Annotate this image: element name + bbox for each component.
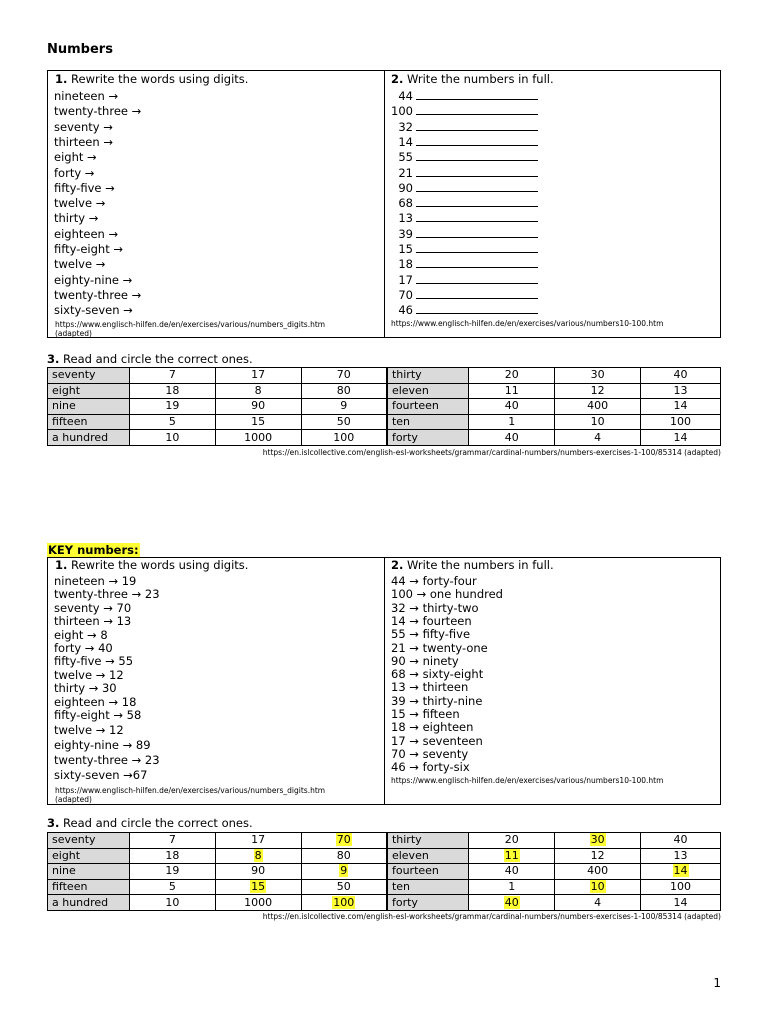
option-value: 40 — [504, 864, 519, 878]
table-cell-word: seventy — [48, 368, 130, 384]
list-item: eighteen → 18 — [54, 694, 137, 709]
list-item-number: 17 — [398, 272, 413, 287]
list-item: thirteen → 13 — [54, 614, 132, 629]
key-title: KEY numbers: — [48, 543, 139, 557]
table-row — [48, 879, 721, 895]
list-item: forty → — [54, 165, 95, 180]
table-cell-word: seventy — [48, 833, 130, 849]
table-cell-word: nine — [48, 864, 130, 880]
section1-source: https://www.englisch-hilfen.de/en/exercises/various/numbers_digits.htm (adapted) — [55, 320, 326, 338]
option-value: 19 — [165, 864, 180, 878]
table-cell-option — [555, 864, 641, 880]
option-value: 14 — [673, 864, 688, 878]
list-item: twelve → — [54, 257, 106, 272]
table-row — [48, 368, 721, 384]
option-value: 90 — [251, 864, 266, 878]
option-value: 9 — [340, 399, 348, 413]
option-value: 40 — [504, 399, 519, 413]
table-cell-option — [641, 864, 721, 880]
table-cell-option — [469, 864, 555, 880]
list-item: thirteen → — [54, 134, 113, 149]
table-cell-option — [555, 399, 641, 415]
page-number: 1 — [713, 976, 721, 990]
table-cell-word: nine — [48, 399, 130, 415]
option-value: 9 — [340, 864, 348, 878]
table-row — [48, 399, 721, 415]
table-row — [48, 895, 721, 911]
table-cell-option — [469, 833, 555, 849]
option-value: 14 — [673, 895, 688, 909]
table-cell-option — [469, 399, 555, 415]
page-title: Numbers — [47, 42, 113, 57]
list-item: 39 → thirty-nine — [391, 693, 483, 708]
list-item: 17 → seventeen — [391, 733, 483, 748]
answer-blank — [416, 89, 538, 100]
table-cell-option — [641, 879, 721, 895]
key-section1-heading: 1. Rewrite the words using digits. — [55, 558, 249, 572]
key-section3-table — [47, 832, 721, 911]
table-cell-option — [641, 895, 721, 911]
option-value: 10 — [590, 415, 605, 429]
option-value: 4 — [594, 895, 602, 909]
option-value: 10 — [165, 430, 180, 444]
answer-blank — [416, 303, 538, 314]
option-value: 17 — [251, 368, 266, 382]
option-value: 90 — [251, 399, 266, 413]
table-cell-option — [555, 368, 641, 384]
table-cell-option — [215, 864, 301, 880]
table-cell-option — [301, 414, 387, 430]
table-cell-option — [469, 879, 555, 895]
table-cell-option — [301, 879, 387, 895]
option-value: 4 — [594, 430, 602, 444]
answer-blank — [416, 227, 538, 238]
section1-heading: 1. Rewrite the words using digits. — [55, 72, 249, 86]
table-cell-word: forty — [387, 430, 469, 446]
option-value: 40 — [673, 833, 688, 847]
table-cell-option — [129, 430, 215, 446]
table-cell-option — [641, 848, 721, 864]
answer-blank — [416, 120, 538, 131]
table-cell-word: eleven — [387, 383, 469, 399]
list-item: 15 → fifteen — [391, 707, 460, 721]
option-value: 13 — [673, 848, 688, 862]
list-item: thirty → — [54, 211, 99, 226]
option-value: 400 — [587, 864, 609, 878]
key-section2-heading: 2. Write the numbers in full. — [391, 558, 554, 572]
list-item-number: 55 — [398, 150, 413, 165]
table-row — [48, 430, 721, 446]
list-item: twelve → 12 — [54, 667, 124, 682]
table-cell-word: ten — [387, 879, 469, 895]
list-item-number: 18 — [398, 257, 413, 272]
list-item: 55 → fifty-five — [391, 627, 471, 642]
list-item — [391, 303, 538, 317]
option-value: 5 — [168, 415, 176, 429]
list-item-number: 100 — [391, 104, 413, 119]
table-cell-option — [215, 399, 301, 415]
table-cell-word: eleven — [387, 848, 469, 864]
list-item: 18 → eighteen — [391, 720, 474, 735]
list-item-number: 90 — [398, 180, 413, 195]
table-cell-option — [129, 368, 215, 384]
section2-source: https://www.englisch-hilfen.de/en/exercises/various/numbers10-100.htm — [391, 319, 664, 328]
option-value: 70 — [336, 833, 351, 847]
list-item — [391, 288, 538, 302]
option-value: 12 — [590, 848, 605, 862]
list-item-number: 32 — [398, 119, 413, 134]
table-cell-option — [301, 848, 387, 864]
option-value: 11 — [504, 383, 519, 397]
table-cell-option — [469, 383, 555, 399]
list-item-number: 46 — [398, 303, 413, 318]
option-value: 1 — [508, 415, 516, 429]
answer-blank — [416, 104, 538, 115]
list-item-number: 15 — [398, 242, 413, 256]
answer-blank — [416, 135, 538, 146]
answer-blank — [416, 273, 538, 284]
list-item: seventy → 70 — [54, 600, 132, 615]
list-item: eighty-nine → 89 — [54, 738, 151, 752]
list-item — [391, 227, 538, 241]
table-row — [48, 414, 721, 430]
list-item: 14 → fourteen — [391, 613, 472, 628]
option-value: 80 — [336, 383, 351, 397]
table-cell-word: thirty — [387, 368, 469, 384]
list-item-number: 21 — [398, 165, 413, 180]
table-row — [48, 848, 721, 864]
list-item: 90 → ninety — [391, 653, 459, 668]
table-cell-option — [555, 833, 641, 849]
answer-blank — [416, 196, 538, 207]
table-cell-option — [301, 368, 387, 384]
table-cell-option — [129, 833, 215, 849]
option-value: 17 — [251, 833, 266, 847]
option-value: 19 — [165, 399, 180, 413]
table-cell-option — [469, 414, 555, 430]
key-box — [47, 557, 721, 805]
list-item: sixty-seven →67 — [54, 768, 148, 782]
option-value: 20 — [504, 368, 519, 382]
list-item: sixty-seven → — [54, 303, 133, 318]
table-cell-word: fourteen — [387, 864, 469, 880]
table-cell-word: ten — [387, 414, 469, 430]
table-cell-option — [301, 383, 387, 399]
option-value: 12 — [590, 383, 605, 397]
table-cell-option — [641, 430, 721, 446]
option-value: 8 — [254, 383, 262, 397]
table-cell-option — [641, 368, 721, 384]
key-section3-source: https://en.islcollective.com/english-esl-worksheets/grammar/cardinal-numbers/numbers-exercises-1-100/85314 (adapted) — [262, 912, 721, 921]
table-cell-option — [469, 430, 555, 446]
section3-heading: 3. Read and circle the correct ones. — [47, 352, 253, 366]
table-cell-option — [215, 848, 301, 864]
table-cell-word: a hundred — [48, 895, 130, 911]
list-item: 100 → one hundred — [391, 587, 503, 602]
table-cell-option — [641, 833, 721, 849]
table-row — [48, 864, 721, 880]
table-cell-option — [129, 895, 215, 911]
option-value: 13 — [673, 383, 688, 397]
list-item: fifty-five → 55 — [54, 654, 134, 669]
list-item: 21 → twenty-one — [391, 640, 488, 655]
table-cell-option — [129, 864, 215, 880]
list-item: 32 → thirty-two — [391, 600, 479, 615]
table-cell-word: eight — [48, 383, 130, 399]
option-value: 100 — [333, 430, 355, 444]
table-cell-option — [215, 430, 301, 446]
table-cell-option — [469, 368, 555, 384]
option-value: 30 — [590, 368, 605, 382]
list-item — [391, 211, 538, 225]
list-item — [391, 150, 538, 164]
list-item — [391, 196, 538, 210]
table-cell-word: fifteen — [48, 414, 130, 430]
table-cell-word: forty — [387, 895, 469, 911]
table-cell-option — [129, 399, 215, 415]
table-cell-option — [215, 414, 301, 430]
option-value: 11 — [504, 848, 519, 862]
answer-blank — [416, 288, 538, 299]
option-value: 50 — [336, 880, 351, 894]
list-item: eighteen → — [54, 226, 119, 241]
option-value: 10 — [590, 880, 605, 894]
list-item-number: 13 — [398, 211, 413, 226]
list-item — [391, 166, 538, 180]
answer-blank — [416, 166, 538, 177]
list-item — [391, 135, 538, 149]
list-item: twelve → — [54, 196, 106, 211]
option-value: 1 — [508, 880, 516, 894]
option-value: 7 — [168, 368, 176, 382]
option-value: 50 — [336, 415, 351, 429]
key-section1-source: https://www.englisch-hilfen.de/en/exercises/various/numbers_digits.htm (adapted) — [55, 786, 326, 804]
list-item: 13 → thirteen — [391, 680, 469, 695]
list-item: nineteen → — [54, 89, 119, 103]
list-item: fifty-five → — [54, 180, 115, 195]
table-cell-option — [641, 414, 721, 430]
option-value: 100 — [333, 895, 355, 909]
option-value: 18 — [165, 848, 180, 862]
answer-blank — [416, 150, 538, 161]
list-item — [391, 242, 538, 256]
answer-blank — [416, 211, 538, 222]
table-cell-option — [129, 383, 215, 399]
table-cell-option — [555, 430, 641, 446]
exercise-box-top — [47, 70, 721, 338]
table-cell-word: a hundred — [48, 430, 130, 446]
table-cell-option — [301, 864, 387, 880]
list-item: twenty-three → — [54, 104, 142, 119]
list-item: twelve → 12 — [54, 723, 124, 737]
list-item — [391, 257, 538, 271]
section3-table — [47, 367, 721, 446]
list-item: eight → 8 — [54, 627, 108, 642]
table-cell-option — [215, 879, 301, 895]
list-item: 70 → seventy — [391, 746, 469, 761]
table-cell-option — [215, 895, 301, 911]
option-value: 18 — [165, 383, 180, 397]
list-item: fifty-eight → 58 — [54, 708, 142, 722]
table-cell-word: thirty — [387, 833, 469, 849]
option-value: 30 — [590, 833, 605, 847]
table-row — [48, 383, 721, 399]
list-item — [391, 120, 538, 134]
table-cell-option — [469, 895, 555, 911]
list-item-number: 68 — [398, 196, 413, 211]
option-value: 10 — [165, 895, 180, 909]
key-section2-source: https://www.englisch-hilfen.de/en/exercises/various/numbers10-100.htm — [391, 776, 664, 785]
table-cell-option — [301, 895, 387, 911]
list-item: twenty-three → — [54, 287, 142, 302]
table-cell-option — [129, 879, 215, 895]
list-item: twenty-three → 23 — [54, 587, 160, 602]
list-item: 46 → forty-six — [391, 760, 470, 775]
table-cell-option — [555, 383, 641, 399]
table-cell-option — [641, 399, 721, 415]
key-section3-heading: 3. Read and circle the correct ones. — [47, 816, 253, 830]
list-item — [391, 181, 538, 195]
option-value: 1000 — [244, 430, 273, 444]
list-item: 68 → sixty-eight — [391, 667, 484, 682]
list-item: seventy → — [54, 119, 113, 134]
answer-blank — [416, 242, 538, 253]
list-item-number: 39 — [398, 226, 413, 241]
option-value: 14 — [673, 399, 688, 413]
table-cell-option — [555, 879, 641, 895]
option-value: 20 — [504, 833, 519, 847]
list-item-number: 70 — [398, 287, 413, 302]
option-value: 80 — [336, 848, 351, 862]
table-cell-option — [555, 848, 641, 864]
table-cell-option — [301, 430, 387, 446]
section2-heading: 2. Write the numbers in full. — [391, 72, 554, 86]
list-item — [391, 273, 538, 287]
list-item: fifty-eight → — [54, 242, 124, 256]
table-cell-word: eight — [48, 848, 130, 864]
option-value: 8 — [254, 848, 262, 862]
option-value: 100 — [670, 880, 692, 894]
option-value: 70 — [336, 368, 351, 382]
list-item: thirty → 30 — [54, 681, 117, 696]
table-cell-option — [215, 383, 301, 399]
table-cell-option — [215, 833, 301, 849]
option-value: 400 — [587, 399, 609, 413]
option-value: 40 — [504, 430, 519, 444]
answer-blank — [416, 181, 538, 192]
list-item-number: 44 — [398, 89, 413, 103]
table-cell-option — [469, 848, 555, 864]
list-item: forty → 40 — [54, 641, 113, 655]
table-cell-word: fifteen — [48, 879, 130, 895]
option-value: 14 — [673, 430, 688, 444]
option-value: 40 — [673, 368, 688, 382]
option-value: 15 — [251, 880, 266, 894]
option-value: 1000 — [244, 895, 273, 909]
table-cell-option — [301, 399, 387, 415]
section3-source: https://en.islcollective.com/english-esl-worksheets/grammar/cardinal-numbers/numbers-exercises-1-100/85314 (adapted) — [262, 448, 721, 457]
table-cell-option — [215, 368, 301, 384]
list-item: eighty-nine → — [54, 272, 133, 287]
table-cell-option — [129, 848, 215, 864]
table-row — [48, 833, 721, 849]
list-item: twenty-three → 23 — [54, 753, 160, 767]
table-cell-word: fourteen — [387, 399, 469, 415]
answer-blank — [416, 257, 538, 268]
option-value: 40 — [504, 895, 519, 909]
list-item: eight → — [54, 150, 97, 165]
option-value: 100 — [670, 415, 692, 429]
list-item: 44 → forty-four — [391, 574, 477, 588]
list-item: nineteen → 19 — [54, 574, 137, 588]
list-item — [391, 104, 538, 118]
option-value: 7 — [168, 833, 176, 847]
table-cell-option — [641, 383, 721, 399]
table-cell-option — [301, 833, 387, 849]
option-value: 5 — [168, 880, 176, 894]
list-item-number: 14 — [398, 134, 413, 149]
table-cell-option — [555, 895, 641, 911]
table-cell-option — [555, 414, 641, 430]
option-value: 15 — [251, 415, 266, 429]
list-item — [391, 89, 538, 103]
table-cell-option — [129, 414, 215, 430]
